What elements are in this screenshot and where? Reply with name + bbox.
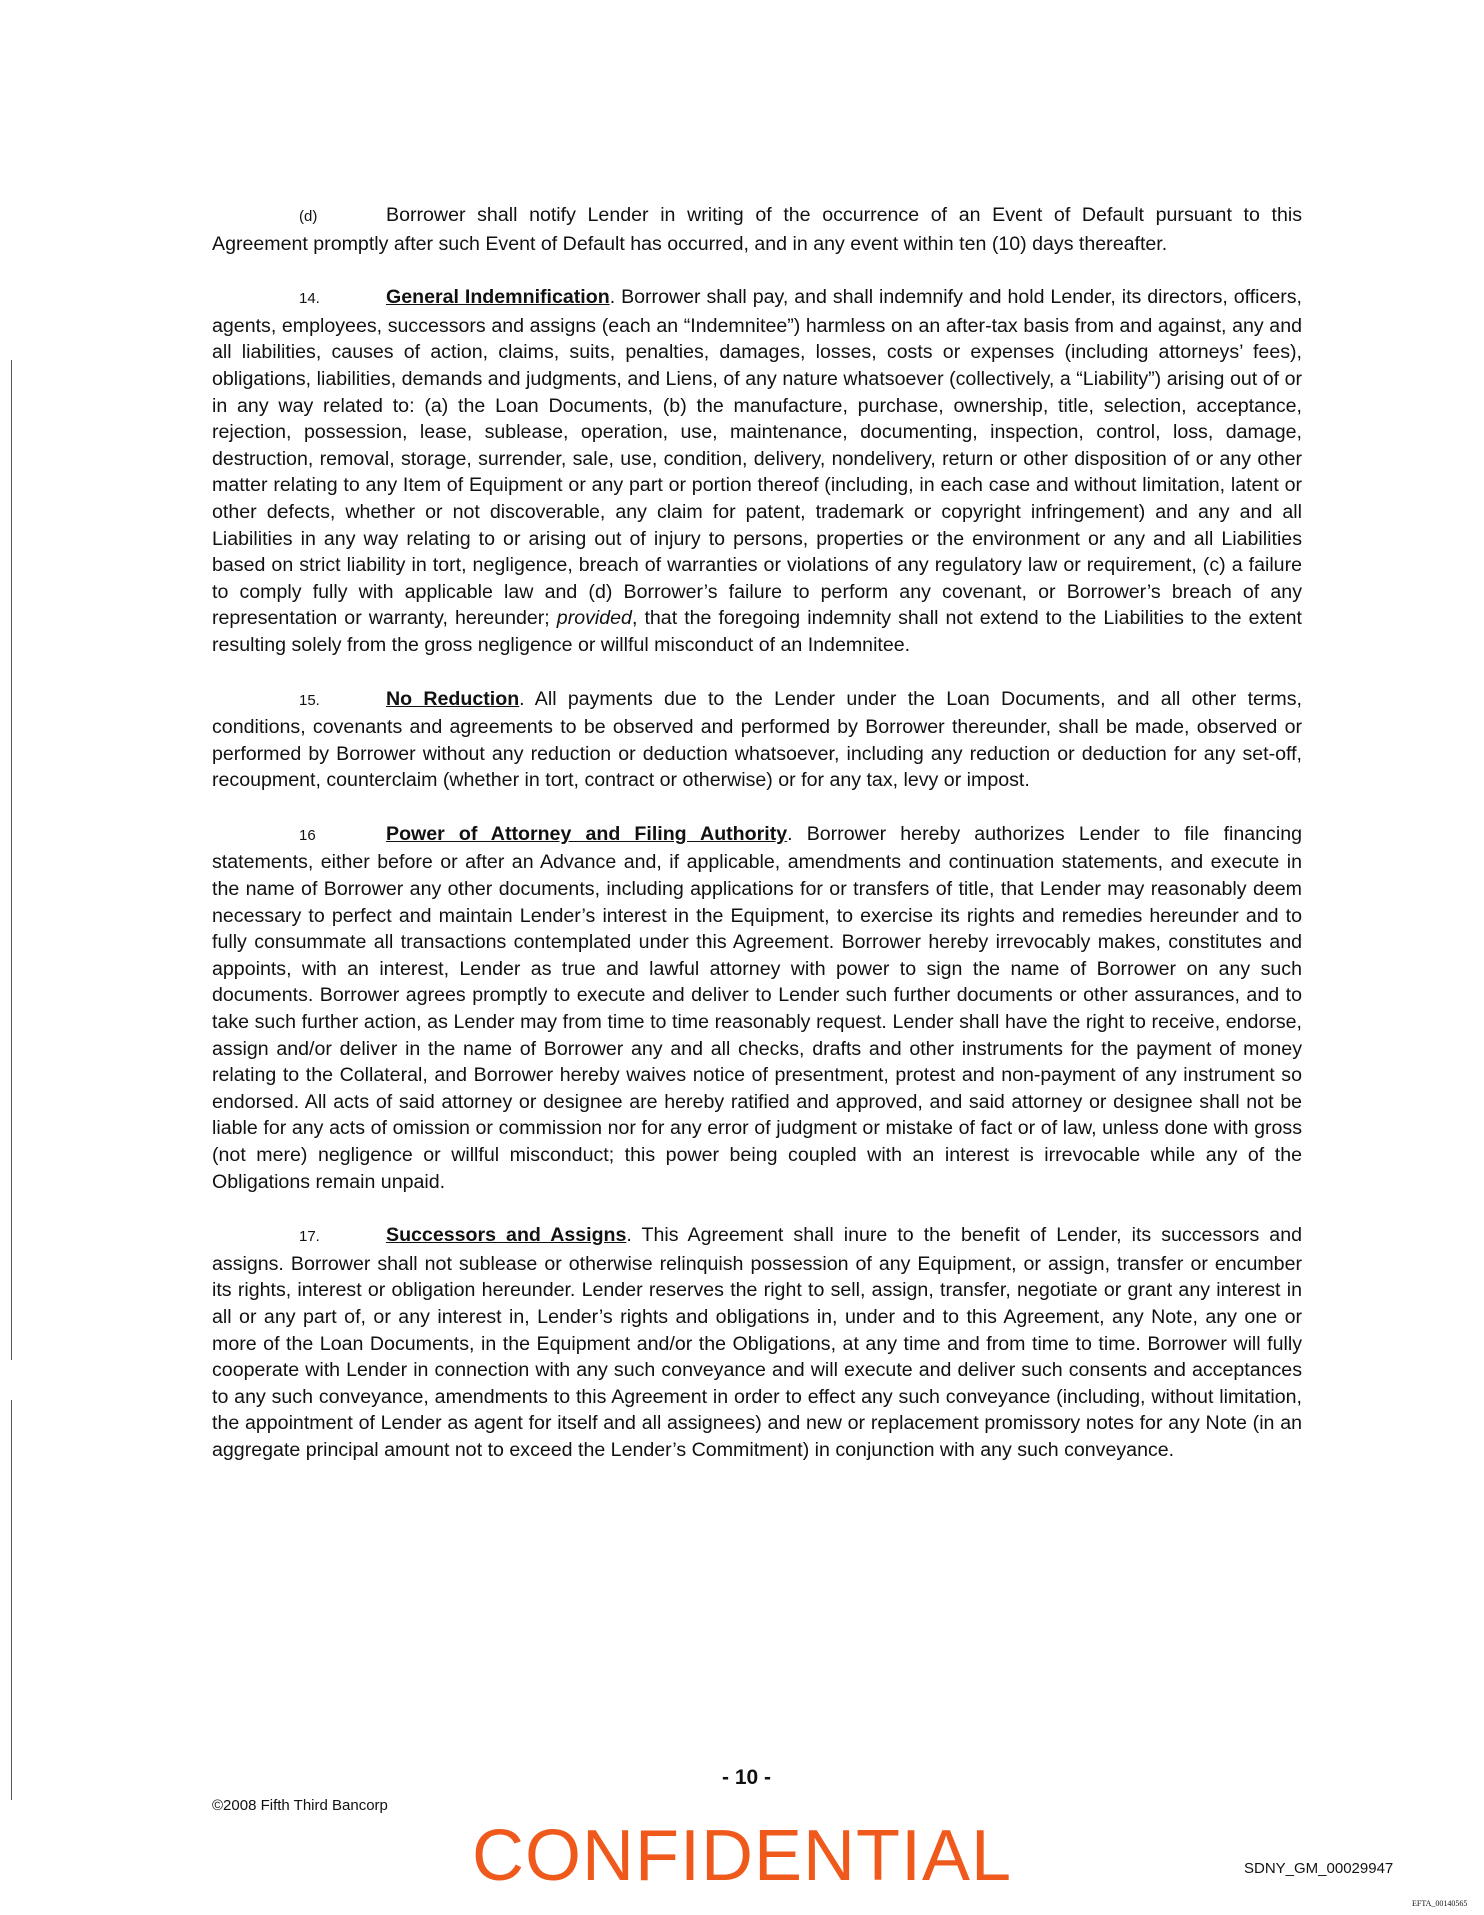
section-heading: No Reduction xyxy=(386,687,520,710)
paragraph-number: 16 xyxy=(299,826,316,844)
section-heading: General Indemnification xyxy=(386,286,610,309)
paragraph-number: (d) xyxy=(299,208,318,225)
paragraph-14-general-indemnification: 14. General Indemnification. Borrower shall pay, and shall indemnify and hold Lender, its directors, officers, agents, employees, successors and assigns (each an “Indemnitee”) harmless on an after-tax basis from and against, any and all liabilities, causes of action, claims, suits, penalties, damages, losses, costs or expenses (including attorneys’ fees), obligations, liabilities, demands and judgments, and Liens, of any nature whatsoever (collectively, a “Liability”) arising out of or in any way related to: (a) the Loan Documents, (b) the manufacture, purchase, ownership, title, selection, acceptance, rejection, possession, lease, sublease, operation, use, maintenance, documenting, inspection, control, loss, damage, destruction, removal, storage, surrender, sale, use, condition, delivery, nondelivery, return or other disposition of or any other matter relating to any Item of Equipment or any part or portion thereof (including, in each case and without limitation, latent or other defects, whether or not discoverable, any claim for patent, trademark or copyright infringement) and any and all Liabilities in any way relating to or arising out of injury to persons, properties or the environment or any and all Liabilities based on strict liability in tort, negligence, breach of warranties or violations of any regulatory law or requirement, (c) a failure to comply fully with applicable law and (d) Borrower’s failure to perform any covenant, or Borrower’s breach of any representation or warranty, hereunder; provided, that the foregoing indemnity shall not extend to the Liabilities to the extent resulting solely from the gross negligence or willful misconduct of an Indemnitee. xyxy=(212,286,1303,656)
paragraph-text: Borrower hereby authorizes Lender to file financing statements, either before or after an Advance and, if applicable, amendments and continuation statements, and execute in the name of Borrower any other documents, including applications for or transfers of title, that Lender may reasonably deem necessary to perfect and maintain Lender’s interest in the Equipment, to exercise its rights and remedies hereunder and to fully consummate all transactions contemplated under this Agreement. Borrower hereby irrevocably makes, constitutes and appoints, with an interest, Lender as true and lawful attorney with power to sign the name of Borrower on any such documents. Borrower agrees promptly to execute and deliver to Lender such further documents or other assurances, and to take such further action, as Lender may from time to time reasonably request. Lender shall have the right to receive, endorse, assign and/or deliver in the name of Borrower any and all checks, drafts and other instruments for the payment of money relating to the Collateral, and Borrower hereby waives notice of presentment, protest and non-payment of any instrument so endorsed. All acts of said attorney or designee are hereby ratified and approved, and said attorney or designee shall not be liable for any acts of omission or commission nor for any error of judgment or mistake of fact or of law, unless done with gross (not mere) negligence or willful misconduct; this power being coupled with an interest is irrevocable while any of the Obligations remain unpaid. xyxy=(212,822,1303,1193)
copyright-notice: ©2008 Fifth Third Bancorp xyxy=(212,1797,388,1814)
paragraph-text: Borrower shall pay, and shall indemnify and hold Lender, its directors, officers, agents, employees, successors and assigns (each an “Indemnitee”) harmless on an after-tax basis from and against, any and all liabilities, causes of action, claims, suits, penalties, damages, losses, costs or expenses (including attorneys’ fees), obligations, liabilities, demands and judgments, and Liens, of any nature whatsoever (collectively, a “Liability”) arising out of or in any way related to: (a) the Loan Documents, (b) the manufacture, purchase, ownership, title, selection, acceptance, rejection, possession, lease, sublease, operation, use, maintenance, documenting, inspection, control, loss, damage, destruction, removal, storage, surrender, sale, use, condition, delivery, nondelivery, return or other disposition of or any other matter relating to any Item of Equipment or any part or portion thereof (including, in each case and without limitation, latent or other defects, whether or not discoverable, any claim for patent, trademark or copyright infringement) and any and all Liabilities in any way relating to or arising out of injury to persons, properties or the environment or any and all Liabilities based on strict liability in tort, negligence, breach of warranties or violations of any regulatory law or requirement, (c) a failure to comply fully with applicable law and (d) Borrower’s failure to perform any covenant, or Borrower’s breach of any representation or warranty, hereunder; xyxy=(212,286,1302,630)
paragraph-number: 17. xyxy=(299,1228,320,1246)
efta-number: EFTA_00140565 xyxy=(1412,1899,1468,1908)
paragraph-number: 14. xyxy=(299,290,320,308)
paragraph-number: 15. xyxy=(299,691,320,709)
emphasis-text: provided xyxy=(556,607,632,630)
paragraph-17-successors-and-assigns: 17. Successors and Assigns. This Agreement shall inure to the benefit of Lender, its successors and assigns. Borrower shall not sublease or otherwise relinquish possession of any Equipment, or assign, transfer or encumber its rights, interest or obligation hereunder. Lender reserves the right to sell, assign, transfer, negotiate or grant any interest in all or any part of, or any interest in, Lender’s rights and obligations in, under and to this Agreement, any Note, any one or more of the Loan Documents, in the Equipment and/or the Obligations, at any time and from time to time. Borrower will fully cooperate with Lender in connection with any such conveyance and will execute and deliver such consents and acceptances to any such conveyance, amendments to this Agreement in order to effect any such conveyance (including, without limitation, the appointment of Lender as agent for itself and all assignees) and new or replacement promissory notes for any Note (in an aggregate principal amount not to exceed the Lender’s Commitment) in conjunction with any such conveyance. xyxy=(212,1224,1302,1461)
confidential-stamp: CONFIDENTIAL xyxy=(471,1816,1013,1896)
paragraph-text: All payments due to the Lender under the Loan Documents, and all other terms, conditions, covenants and agreements to be observed and performed by Borrower thereunder, shall be made, observed or performed by Borrower without any reduction or deduction whatsoever, including any reduction or deduction for any set-off, recoupment, counterclaim (whether in tort, contract or otherwise) or for any tax, levy or impost. xyxy=(212,687,1302,792)
document-body xyxy=(212,202,1302,1491)
paragraph-16-power-of-attorney: 16 Power of Attorney and Filing Authority. Borrower hereby authorizes Lender to file financing statements, either before or after an Advance and, if applicable, amendments and continuation statements, and execute in the name of Borrower any other documents, including applications for or transfers of title, that Lender may reasonably deem necessary to perfect and maintain Lender’s interest in the Equipment, to exercise its rights and remedies hereunder and to fully consummate all transactions contemplated under this Agreement. Borrower hereby irrevocably makes, constitutes and appoints, with an interest, Lender as true and lawful attorney with power to sign the name of Borrower on any such documents. Borrower agrees promptly to execute and deliver to Lender such further documents or other assurances, and to take such further action, as Lender may from time to time reasonably request. Lender shall have the right to receive, endorse, assign and/or deliver in the name of Borrower any and all checks, drafts and other instruments for the payment of money relating to the Collateral, and Borrower hereby waives notice of presentment, protest and non-payment of any instrument so endorsed. All acts of said attorney or designee are hereby ratified and approved, and said attorney or designee shall not be liable for any acts of omission or commission nor for any error of judgment or mistake of fact or of law, unless done with gross (not mere) negligence or willful misconduct; this power being coupled with an interest is irrevocable while any of the Obligations remain unpaid. xyxy=(212,822,1303,1193)
paragraph-text-continued: , that the foregoing indemnity shall not extend to the Liabilities to the extent resulting solely from the gross negligence or willful misconduct of an Indemnitee. xyxy=(212,607,1303,656)
scan-margin-line xyxy=(11,1400,12,1800)
paragraph-text: This Agreement shall inure to the benefit of Lender, its successors and assigns. Borrower shall not sublease or otherwise relinquish possession of any Equipment, or assign, transfer or encumber its rights, interest or obligation hereunder. Lender reserves the right to sell, assign, transfer, negotiate or grant any interest in all or any part of, or any interest in, Lender’s rights and obligations in, under and to this Agreement, any Note, any one or more of the Loan Documents, in the Equipment and/or the Obligations, at any time and from time to time. Borrower will fully cooperate with Lender in connection with any such conveyance and will execute and deliver such consents and acceptances to any such conveyance, amendments to this Agreement in order to effect any such conveyance (including, without limitation, the appointment of Lender as agent for itself and all assignees) and new or replacement promissory notes for any Note (in an aggregate principal amount not to exceed the Lender’s Commitment) in conjunction with any such conveyance. xyxy=(212,1224,1302,1461)
paragraph-13d xyxy=(212,202,1302,257)
paragraph-text: Borrower shall notify Lender in writing of the occurrence of an Event of Default pursuant to this Agreement promptly after such Event of Default has occurred, and in any event within ten (10) days thereafter. xyxy=(212,204,1302,255)
scan-margin-line xyxy=(11,360,12,1360)
section-heading: Power of Attorney and Filing Authority xyxy=(386,822,788,845)
section-heading: Successors and Assigns xyxy=(386,1224,627,1247)
page-number: - 10 - xyxy=(722,1766,772,1789)
bates-number: SDNY_GM_00029947 xyxy=(1244,1860,1394,1877)
paragraph-15-no-reduction: 15. No Reduction. All payments due to the Lender under the Loan Documents, and all other terms, conditions, covenants and agreements to be observed and performed by Borrower thereunder, shall be made, observed or performed by Borrower without any reduction or deduction whatsoever, including any reduction or deduction for any set-off, recoupment, counterclaim (whether in tort, contract or otherwise) or for any tax, levy or impost. xyxy=(212,687,1302,792)
